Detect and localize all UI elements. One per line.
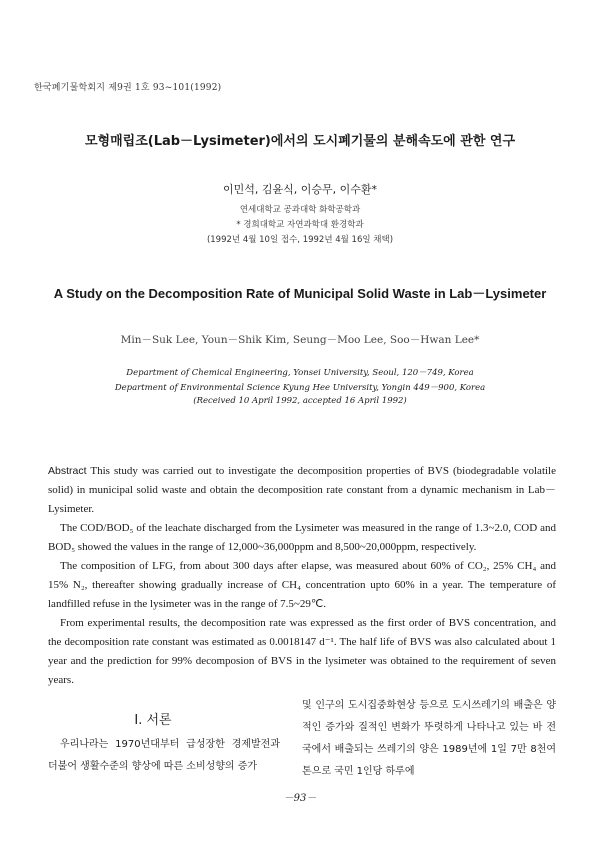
abstract-paragraph-1: Abstract This study was carried out to investigate the decomposition properties of BVS (biodegradable volatile solid) in municipal solid waste and obtain the decomposition rate constant from a dynamic mechanism in Lab－Lysimeter. (48, 465, 556, 515)
intro-left-text: 우리나라는 1970년대부터 급성장한 경제발전과 더불어 생활수준의 향상에 따른 소비성향의 증가 (48, 739, 280, 772)
english-affiliation-1: Department of Chemical Engineering, Yonsei University, Seoul, 120－749, Korea (126, 368, 474, 378)
abstract-paragraph-2: The COD/BOD₅ of the leachate discharged from the Lysimeter was measured in the range of 1.3~2.0, COD and BOD₅ showed the values in the range of 12,000~36,000ppm and 8,500~20,000ppm, respectively. (48, 522, 556, 553)
abstract (48, 462, 556, 690)
english-received-date: (Received 10 April 1992, accepted 16 April 1992) (193, 396, 407, 406)
journal-reference: 한국폐기물학회지 제9권 1호 93~101(1992) (34, 83, 222, 93)
abstract-paragraph-3: The composition of LFG, from about 300 days after elapse, was measured about 60% of CO₂, 25% CH₄ and 15% N₂, thereafter showing gradually increase of CH₄ concentration upto 60% in a year. The temperature of landfilled refuse in the lysimeter was in the range of 7.5~29℃. (48, 560, 556, 610)
korean-title: 모형매립조(Lab－Lysimeter)에서의 도시폐기물의 분해속도에 관한 연구 (84, 134, 516, 149)
english-authors: Min－Suk Lee, Youn－Shik Kim, Seung－Moo Lee, Soo－Hwan Lee* (120, 334, 480, 346)
section-heading-introduction: Ⅰ. 서론 (134, 713, 172, 728)
page-number: －93－ (283, 793, 317, 804)
korean-affiliation-2: * 경희대학교 자연과학대 환경학과 (236, 220, 364, 230)
intro-right-text: 및 인구의 도시집중화현상 등으로 도시쓰레기의 배출은 양적인 증가와 질적인 변화가 뚜렷하게 나타나고 있는 바 전국에서 배출되는 쓰레기의 양은 1989년에 1일 7만 8천여톤으로 국민 1인당 하루에 (302, 700, 556, 777)
korean-received-date: (1992년 4월 10일 접수, 1992년 4월 16일 채택) (206, 235, 394, 245)
korean-affiliation-1: 연세대학교 공과대학 화학공학과 (239, 205, 361, 215)
intro-right-column (302, 695, 556, 783)
intro-left-column (48, 734, 280, 778)
korean-authors: 이민석, 김윤식, 이승무, 이수환* (223, 183, 377, 196)
abstract-paragraph-4: From experimental results, the decomposition rate was expressed as the first order of BVS concentration, and the decomposition rate constant was estimated as 0.0018147 d⁻¹. The half life of BVS was also calculated about 1 year and the prediction for 99% decomposion of BVS in the lysimeter was obtained to the requirement of seven years. (48, 617, 556, 686)
english-affiliation-2: Department of Environmental Science Kyung Hee University, Yongin 449－900, Korea (114, 383, 486, 393)
abstract-label: Abstract (48, 465, 87, 477)
english-title: A Study on the Decomposition Rate of Municipal Solid Waste in Lab－Lysimeter (53, 286, 547, 301)
